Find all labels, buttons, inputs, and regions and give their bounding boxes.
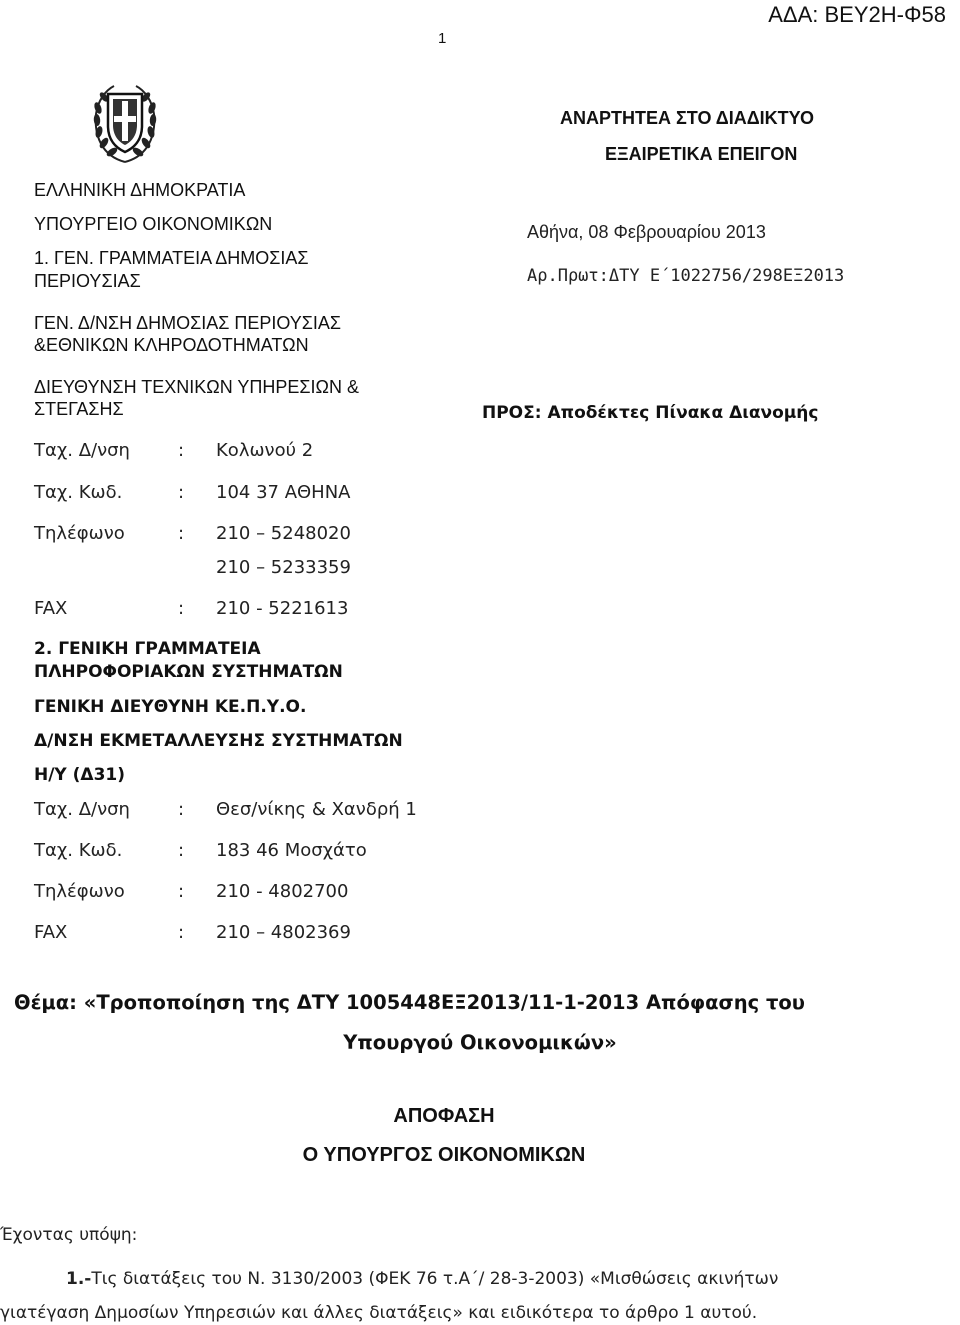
subject-line2: Υπουργού Οικονομικών» — [343, 1031, 617, 1054]
protocol-number: Αρ.Πρωτ:ΔΤΥ Ε΄1022756/298ΕΞ2013 — [527, 266, 845, 286]
phone-value-1: 210 – 5248020 — [216, 523, 351, 544]
ministry-name: ΥΠΟΥΡΓΕΙΟ ΟΙΚΟΝΟΜΙΚΩΝ — [34, 214, 273, 234]
colon: : — [178, 523, 185, 544]
gen-directorate-line2: &ΕΘΝΙΚΩΝ ΚΛΗΡΟΔΟΤΗΜΑΤΩΝ — [34, 335, 309, 355]
decision-title: ΑΠΟΦΑΣΗ — [393, 1105, 495, 1127]
subject-line1 — [14, 991, 805, 1014]
colon: : — [178, 440, 185, 461]
item1-line1 — [66, 1269, 778, 1289]
item1-line2: γιατέγαση Δημοσίων Υπηρεσιών και άλλες διατάξεις» και ειδικότερα το άρθρο 1 αυτού. — [0, 1303, 758, 1323]
notice-urgent: ΕΞΑΙΡΕΤΙΚΑ ΕΠΕΙΓΟΝ — [605, 144, 798, 164]
colon: : — [178, 482, 185, 503]
date-line: Αθήνα, 08 Φεβρουαρίου 2013 — [527, 222, 766, 242]
directorate-line2: ΣΤΕΓΑΣΗΣ — [34, 399, 124, 419]
notice-internet: ΑΝΑΡΤΗΤΕΑ ΣΤΟ ΔΙΑΔΙΚΤΥΟ — [560, 108, 814, 128]
postal-label: Ταχ. Κωδ. — [34, 840, 123, 861]
subject-label: Θέμα: — [14, 991, 77, 1014]
phone-label: Τηλέφωνο — [34, 881, 125, 902]
gen-secretariat-2-line1: 2. ΓΕΝΙΚΗ ΓΡΑΜΜΑΤΕΙΑ — [34, 639, 261, 659]
fax-label: FAX — [34, 598, 68, 619]
gen-secretariat-2-line2: ΠΛΗΡΟΦΟΡΙΑΚΩΝ ΣΥΣΤΗΜΑΤΩΝ — [34, 662, 343, 682]
colon: : — [178, 840, 185, 861]
recipients: ΠΡΟΣ: Αποδέκτες Πίνακα Διανομής — [482, 403, 819, 423]
postal-value: 104 37 ΑΘΗΝΑ — [216, 482, 351, 503]
phone-value-2: 210 – 5233359 — [216, 557, 351, 578]
unit-2: Η/Υ (Δ31) — [34, 765, 126, 785]
phone-value: 210 - 4802700 — [216, 881, 349, 902]
republic-name: ΕΛΛΗΝΙΚΗ ΔΗΜΟΚΡΑΤΙΑ — [34, 180, 246, 200]
address-label: Ταχ. Δ/νση — [34, 799, 130, 820]
postal-value: 183 46 Μοσχάτο — [216, 840, 367, 861]
directorate-line1: ΔΙΕΥΘΥΝΣΗ ΤΕΧΝΙΚΩΝ ΥΠΗΡΕΣΙΩΝ & — [34, 377, 360, 397]
address-label: Ταχ. Δ/νση — [34, 440, 130, 461]
subject-text-1: «Τροποποίηση της ΔΤΥ 1005448ΕΞ2013/11-1-2013 Απόφασης του — [83, 991, 805, 1014]
postal-label: Ταχ. Κωδ. — [34, 482, 123, 503]
item1-number: 1.- — [66, 1269, 92, 1289]
gen-directorate-line1: ΓΕΝ. Δ/ΝΣΗ ΔΗΜΟΣΙΑΣ ΠΕΡΙΟΥΣΙΑΣ — [34, 313, 342, 333]
gen-secretariat-line2: ΠΕΡΙΟΥΣΙΑΣ — [34, 271, 141, 291]
directorate-2: Δ/ΝΣΗ ΕΚΜΕΤΑΛΛΕΥΣΗΣ ΣΥΣΤΗΜΑΤΩΝ — [34, 731, 403, 751]
fax-value: 210 – 4802369 — [216, 922, 351, 943]
address-value: Θεσ/νίκης & Χανδρή 1 — [216, 799, 417, 820]
ada-code: ΑΔΑ: ΒΕΥ2Η-Φ58 — [768, 2, 946, 27]
address-value: Κολωνού 2 — [216, 440, 314, 461]
colon: : — [178, 598, 185, 619]
coat-of-arms-icon — [90, 80, 160, 166]
considering-label: Έχοντας υπόψη: — [0, 1225, 138, 1245]
fax-value: 210 - 5221613 — [216, 598, 349, 619]
phone-label: Τηλέφωνο — [34, 523, 125, 544]
fax-label: FAX — [34, 922, 68, 943]
colon: : — [178, 799, 185, 820]
colon: : — [178, 881, 185, 902]
gen-directorate-2: ΓΕΝΙΚΗ ΔΙΕΥΘΥΝΗ ΚΕ.Π.Υ.Ο. — [34, 697, 307, 717]
page-number: 1 — [438, 30, 447, 47]
gen-secretariat-line1: 1. ΓΕΝ. ΓΡΑΜΜΑΤΕΙΑ ΔΗΜΟΣΙΑΣ — [34, 248, 309, 268]
minister-title: Ο ΥΠΟΥΡΓΟΣ ΟΙΚΟΝΟΜΙΚΩΝ — [302, 1144, 586, 1166]
colon: : — [178, 922, 185, 943]
item1-text-1: Τις διατάξεις του Ν. 3130/2003 (ΦΕΚ 76 τ.Α΄/ 28-3-2003) «Μισθώσεις ακινήτων — [91, 1269, 779, 1289]
